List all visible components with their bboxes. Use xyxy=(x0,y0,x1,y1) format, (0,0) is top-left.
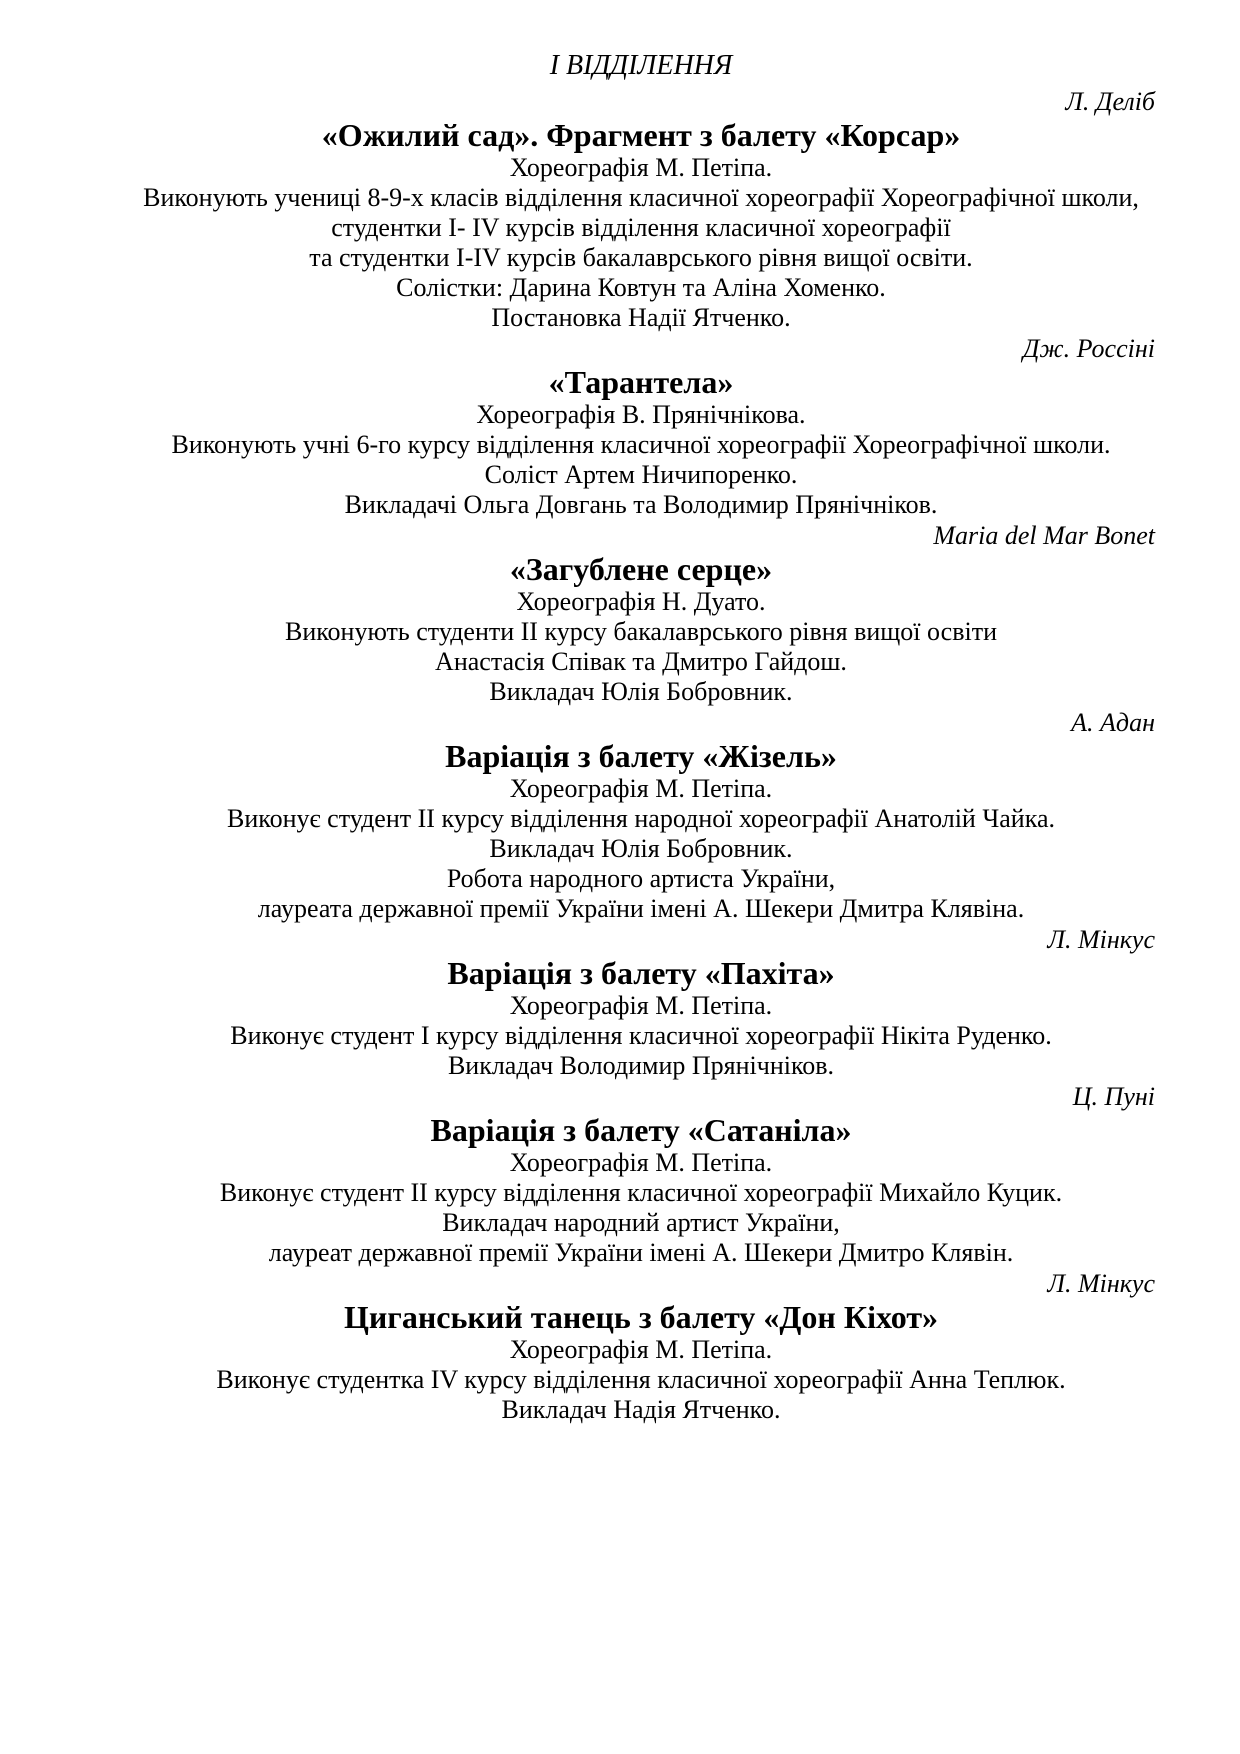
piece-detail-line: та студентки І-IV курсів бакалаврського рівня вищої освіти. xyxy=(309,243,973,272)
piece-detail-line: Анастасія Співак та Дмитро Гайдош. xyxy=(435,647,847,676)
piece-detail-line: Виконує студент І курсу відділення класичної хореографії Нікіта Руденко. xyxy=(230,1021,1052,1050)
program-section-pakhita xyxy=(70,924,1212,1081)
piece-detail-line: Робота народного артиста України, xyxy=(446,864,836,893)
piece-detail-line: Хореографія В. Прянічнікова. xyxy=(476,400,806,429)
piece-detail-line: Викладач Юлія Бобровник. xyxy=(489,834,793,863)
piece-title: Варіація з балету «Пахіта» xyxy=(447,955,835,991)
piece-detail-line: лауреат державної премії України імені А. Шекери Дмитро Клявін. xyxy=(268,1238,1014,1267)
piece-detail-line: Виконують учні 6-го курсу відділення класичної хореографії Хореографічної школи. xyxy=(171,430,1111,459)
piece-detail-line: Викладач Надія Ятченко. xyxy=(501,1395,781,1424)
piece-detail-line: Хореографія М. Петіпа. xyxy=(509,153,773,182)
piece-title: «Ожилий сад». Фрагмент з балету «Корсар» xyxy=(321,117,961,153)
composer-name: А. Адан xyxy=(1071,708,1155,737)
piece-detail-line: Викладач Юлія Бобровник. xyxy=(489,677,793,706)
piece-detail-line: Виконують учениці 8-9-х класів відділення класичної хореографії Хореографічної школи, xyxy=(143,183,1139,212)
piece-title: «Загублене серце» xyxy=(509,551,773,587)
piece-detail-line: Хореографія Н. Дуато. xyxy=(516,587,766,616)
program-section-korsar xyxy=(70,86,1212,333)
piece-detail-line: Хореографія М. Петіпа. xyxy=(509,1335,773,1364)
piece-detail-line: Постановка Надії Ятченко. xyxy=(491,303,791,332)
composer-name: Л. Мінкус xyxy=(1047,1269,1155,1298)
piece-detail-line: Соліст Артем Ничипоренко. xyxy=(484,460,798,489)
piece-detail-line: Викладач Володимир Прянічніков. xyxy=(447,1051,835,1080)
piece-detail-line: Виконує студентка IV курсу відділення класичної хореографії Анна Теплюк. xyxy=(216,1365,1066,1394)
composer-name: Л. Деліб xyxy=(1065,87,1155,116)
program-section-don-kikhot xyxy=(70,1268,1212,1425)
piece-detail-line: Виконує студент ІІ курсу відділення класичної хореографії Михайло Куцик. xyxy=(219,1178,1063,1207)
part-title: І ВІДДІЛЕННЯ xyxy=(549,50,733,81)
piece-detail-line: Хореографія М. Петіпа. xyxy=(509,991,773,1020)
piece-detail-line: Викладачі Ольга Довгань та Володимир Прянічніков. xyxy=(344,490,938,519)
piece-detail-line: Хореографія М. Петіпа. xyxy=(509,774,773,803)
piece-detail-line: Виконує студент ІІ курсу відділення народної хореографії Анатолій Чайка. xyxy=(227,804,1055,833)
composer-name: Л. Мінкус xyxy=(1047,925,1155,954)
composer-name: Maria del Mar Bonet xyxy=(933,521,1155,550)
piece-detail-line: студентки І- IV курсів відділення класичної хореографії xyxy=(331,213,951,242)
piece-title: Циганський танець з балету «Дон Кіхот» xyxy=(343,1299,939,1335)
program-section-tarantela xyxy=(70,333,1212,520)
program-section-zagublene-serce xyxy=(70,520,1212,707)
piece-detail-line: лауреата державної премії України імені А. Шекери Дмитра Клявіна. xyxy=(257,894,1025,923)
piece-title: «Тарантела» xyxy=(548,364,734,400)
piece-detail-line: Солістки: Дарина Ковтун та Аліна Хоменко. xyxy=(396,273,886,302)
piece-detail-line: Виконують студенти ІІ курсу бакалаврського рівня вищої освіти xyxy=(284,617,997,646)
composer-name: Дж. Россіні xyxy=(1022,334,1155,363)
composer-name: Ц. Пуні xyxy=(1072,1082,1155,1111)
piece-detail-line: Хореографія М. Петіпа. xyxy=(509,1148,773,1177)
program-section-satanila xyxy=(70,1081,1212,1268)
piece-title: Варіація з балету «Жізель» xyxy=(445,738,837,774)
piece-title: Варіація з балету «Сатаніла» xyxy=(430,1112,852,1148)
program-section-zhizel xyxy=(70,707,1212,924)
piece-detail-line: Викладач народний артист України, xyxy=(442,1208,840,1237)
